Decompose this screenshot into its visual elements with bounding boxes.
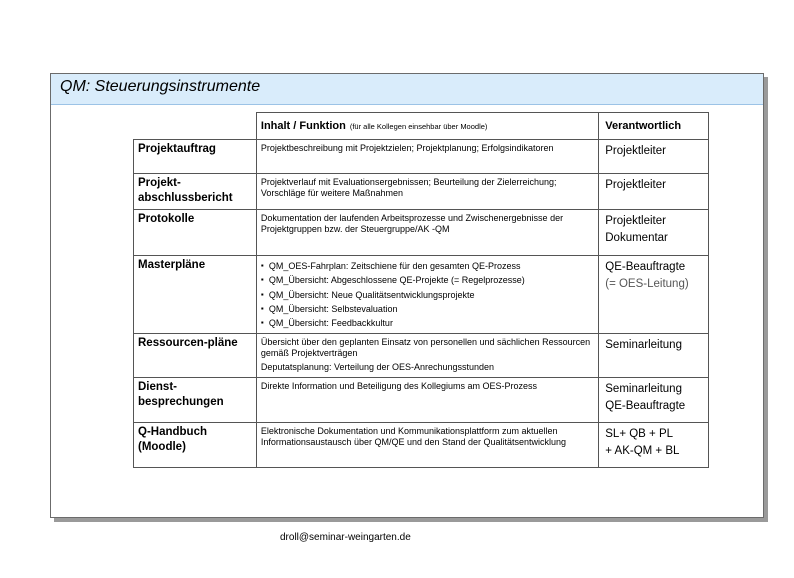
- control-instruments-table: [133, 112, 709, 468]
- row-responsible: [599, 256, 709, 334]
- responsible-line: (= OES-Leitung): [605, 278, 689, 290]
- row-responsible: Seminarleitung: [599, 334, 709, 378]
- list-item: ▪ QM_Übersicht: Neue Qualitätsentwicklungsprojekte: [261, 288, 594, 302]
- responsible-line: QE-Beauftragte: [605, 261, 686, 273]
- list-item: ▪ QM_Übersicht: Abgeschlossene QE-Projekte (= Regelprozesse): [261, 273, 594, 287]
- row-name: Projektauftrag: [134, 140, 257, 174]
- row-responsible: [599, 423, 709, 468]
- row-function: Elektronische Dokumentation und Kommunikationsplattform zum aktuellen Informationsaustausch über QM/QE und den Stand der Qualitätsentwicklung: [256, 423, 598, 468]
- responsible-line: Projektleiter: [605, 215, 666, 227]
- table-header-row: [134, 113, 709, 140]
- responsible-line: + AK-QM + BL: [605, 445, 680, 458]
- table-row: [134, 140, 709, 174]
- table-row: [134, 210, 709, 256]
- row-function: Projektbeschreibung mit Projektzielen; Projektplanung; Erfolgsindikatoren: [256, 140, 598, 174]
- row-responsible: Projektleiter: [599, 140, 709, 174]
- table-row: [134, 423, 709, 468]
- table-row: [134, 174, 709, 210]
- table-row: [134, 378, 709, 423]
- list-item: ▪ QM_Übersicht: Feedbackkultur: [261, 316, 594, 330]
- row-name: Dienst-besprechungen: [134, 378, 257, 423]
- row-responsible: [599, 378, 709, 423]
- row-name: Masterpläne: [134, 256, 257, 334]
- responsible-line: Seminarleitung: [605, 383, 682, 396]
- row-name: Protokolle: [134, 210, 257, 256]
- responsible-line: SL+ QB + PL: [605, 428, 674, 441]
- responsible-line: QE-Beauftragte: [605, 400, 686, 413]
- row-responsible: [599, 210, 709, 256]
- header-function: [256, 113, 598, 140]
- row-function: [256, 334, 598, 378]
- masterplan-list: [261, 259, 594, 330]
- row-responsible: Projektleiter: [599, 174, 709, 210]
- title-bar: [51, 74, 763, 105]
- slide-title: QM: Steuerungsinstrumente: [60, 78, 261, 95]
- header-function-label: Inhalt / Funktion: [260, 120, 346, 132]
- row-function: Dokumentation der laufenden Arbeitsprozesse und Zwischenergebnisse der Projektgruppen bzw. der Steuergruppe/AK -QM: [256, 210, 598, 256]
- header-responsible: Verantwortlich: [599, 113, 709, 140]
- row-name: Projekt-abschlussbericht: [134, 174, 257, 210]
- header-empty-cell: [134, 113, 257, 140]
- function-line: Übersicht über den geplanten Einsatz von personellen und sächlichen Ressourcen gemäß Projektverträgen: [260, 337, 591, 359]
- table-row: [134, 334, 709, 378]
- responsible-line: Dokumentar: [605, 232, 668, 244]
- table-row: [134, 256, 709, 334]
- footer-email: droll@seminar-weingarten.de: [280, 532, 411, 543]
- row-name: Ressourcen-pläne: [134, 334, 257, 378]
- header-function-note: (für alle Kollegen einsehbar über Moodle): [349, 122, 488, 131]
- row-function: [256, 256, 598, 334]
- list-item: ▪ QM_Übersicht: Selbstevaluation: [261, 302, 594, 316]
- list-item: ▪ QM_OES-Fahrplan: Zeitschiene für den gesamten QE-Prozess: [261, 259, 594, 273]
- function-line: Deputatsplanung: Verteilung der OES-Anrechungsstunden: [260, 362, 495, 373]
- row-function: Projektverlauf mit Evaluationsergebnissen; Beurteilung der Zielerreichung; Vorschläge für weitere Maßnahmen: [256, 174, 598, 210]
- row-function: Direkte Information und Beteiligung des Kollegiums am OES-Prozess: [256, 378, 598, 423]
- slide-frame: [50, 73, 764, 543]
- row-name: Q-Handbuch (Moodle): [134, 423, 257, 468]
